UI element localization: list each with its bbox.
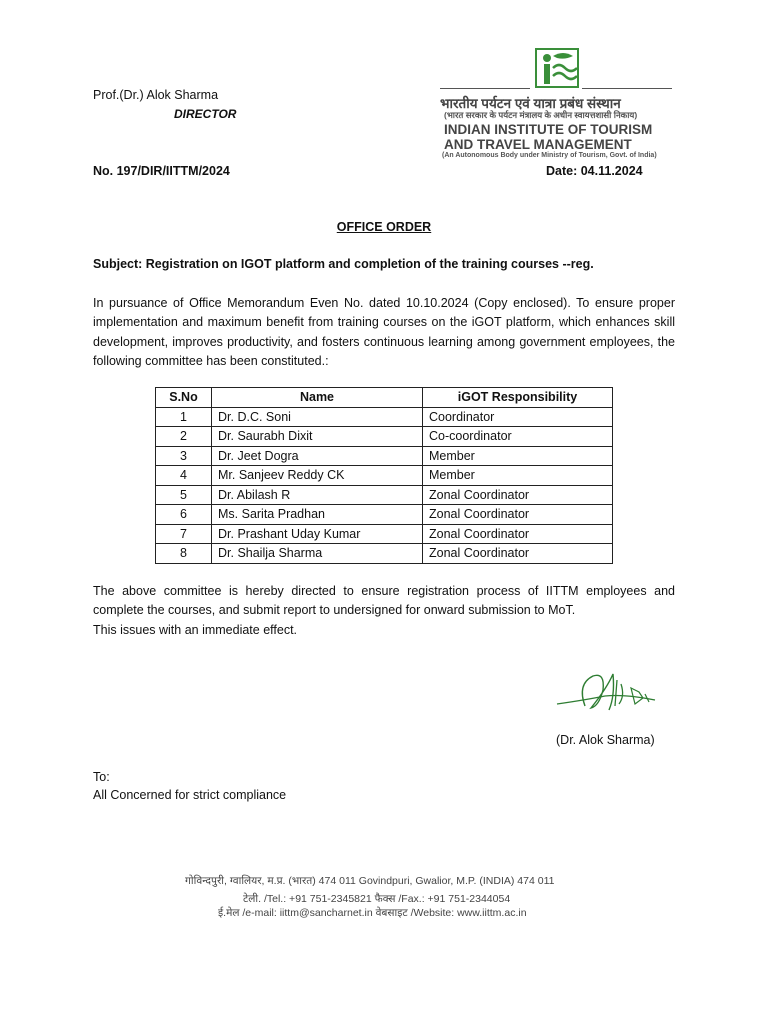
cell-sno: 4	[156, 466, 212, 486]
table-row	[156, 524, 613, 544]
header-responsibility: iGOT Responsibility	[423, 388, 613, 408]
signatory-name: (Dr. Alok Sharma)	[556, 733, 655, 747]
cell-name: Dr. Abilash R	[212, 485, 423, 505]
institute-subtitle-hindi: (भारत सरकार के पर्यटन मंत्रालय के अधीन स्वायत्तशासी निकाय)	[444, 110, 638, 120]
cell-name: Dr. Saurabh Dixit	[212, 427, 423, 447]
cell-name: Dr. D.C. Soni	[212, 407, 423, 427]
reference-number: No. 197/DIR/IITTM/2024	[93, 164, 230, 178]
sender-name: Prof.(Dr.) Alok Sharma	[93, 88, 219, 102]
footer-address: गोविन्दपुरी, ग्वालियर, म.प्र. (भारत) 474 011 Govindpuri, Gwalior, M.P. (INDIA) 474 011	[185, 875, 555, 887]
header-name: Name	[212, 388, 423, 408]
table-row	[156, 427, 613, 447]
table-row	[156, 505, 613, 525]
institute-subtitle: (An Autonomous Body under Ministry of Tourism, Govt. of India)	[442, 152, 657, 159]
cell-name: Dr. Jeet Dogra	[212, 446, 423, 466]
cell-sno: 7	[156, 524, 212, 544]
footer-phone-fax: टेली. /Tel.: +91 751-2345821 फैक्स /Fax.: +91 751-2344054	[243, 893, 511, 905]
header-sno: S.No	[156, 388, 212, 408]
cell-responsibility: Zonal Coordinator	[423, 544, 613, 564]
cell-sno: 2	[156, 427, 212, 447]
order-title: OFFICE ORDER	[336, 220, 432, 234]
institute-name-hindi: भारतीय पर्यटन एवं यात्रा प्रबंध संस्थान	[440, 96, 621, 111]
cell-name: Dr. Prashant Uday Kumar	[212, 524, 423, 544]
cell-responsibility: Member	[423, 446, 613, 466]
to-label: To:	[93, 770, 110, 784]
recipients-text: All Concerned for strict compliance	[93, 788, 287, 802]
reference-date: Date: 04.11.2024	[546, 164, 643, 178]
signature-image	[555, 666, 665, 726]
table-row	[156, 446, 613, 466]
cell-responsibility: Zonal Coordinator	[423, 505, 613, 525]
institute-name-line1: INDIAN INSTITUTE OF TOURISM	[444, 122, 653, 137]
cell-responsibility: Zonal Coordinator	[423, 485, 613, 505]
effect-text: This issues with an immediate effect.	[93, 622, 298, 637]
cell-name: Ms. Sarita Pradhan	[212, 505, 423, 525]
cell-sno: 1	[156, 407, 212, 427]
table-row	[156, 466, 613, 486]
sender-title: DIRECTOR	[174, 107, 237, 121]
directive-text: The above committee is hereby directed to ensure registration process of IITTM employees and complete the courses, and submit report to undersigned for onward submission to MoT.	[93, 584, 675, 618]
table-header-row	[156, 388, 613, 408]
table-row	[156, 544, 613, 564]
cell-sno: 8	[156, 544, 212, 564]
cell-sno: 6	[156, 505, 212, 525]
institute-name-line2: AND TRAVEL MANAGEMENT	[444, 137, 632, 152]
cell-responsibility: Co-coordinator	[423, 427, 613, 447]
cell-responsibility: Member	[423, 466, 613, 486]
committee-table	[155, 387, 613, 564]
cell-sno: 3	[156, 446, 212, 466]
directive-paragraph	[93, 582, 675, 640]
cell-responsibility: Coordinator	[423, 407, 613, 427]
cell-name: Dr. Shailja Sharma	[212, 544, 423, 564]
footer-email-website: ई.मेल /e-mail: iittm@sancharnet.in वेबसाइट /Website: www.iittm.ac.in	[218, 907, 527, 919]
cell-name: Mr. Sanjeev Reddy CK	[212, 466, 423, 486]
cell-responsibility: Zonal Coordinator	[423, 524, 613, 544]
intro-paragraph: In pursuance of Office Memorandum Even No. dated 10.10.2024 (Copy enclosed). To ensure proper implementation and maximum benefit from training courses on the iGOT platform, which enhances skill development, improves productivity, and fosters continuous learning among government employees, the following committee has been constituted.:	[93, 296, 675, 368]
subject-line: Subject: Registration on IGOT platform and completion of the training courses --reg.	[93, 257, 594, 271]
cell-sno: 5	[156, 485, 212, 505]
table-row	[156, 407, 613, 427]
iittm-logo-icon	[535, 48, 579, 88]
table-row	[156, 485, 613, 505]
